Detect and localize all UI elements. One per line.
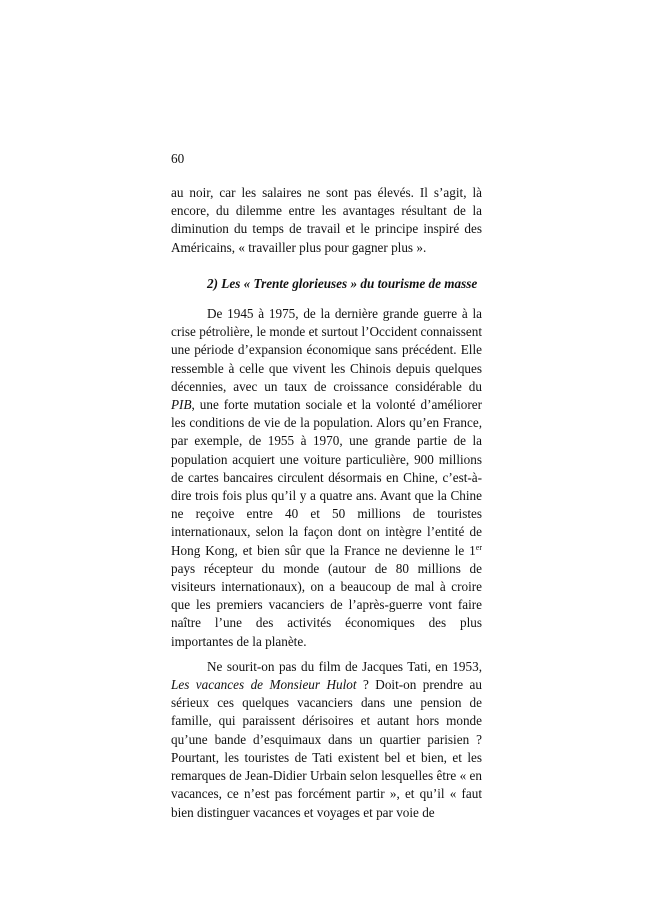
pib-term: PIB [171,397,192,413]
paragraph-continuation: au noir, car les salaires ne sont pas élevés. Il s’agit, là encore, du dilemme entre les avantages résultant de la diminution du temps de travail et le principe inspiré des Américains, « travailler plus pour gagner plus ». [171,185,482,255]
paragraph-text: pays récepteur du monde (autour de 80 millions de visiteurs internationaux), on a beaucoup de mal à croire que les premiers vacanciers de l’après-guerre vont faire naître l’une des activités économiques des plus importantes de la planète. [171,560,482,649]
page-number: 60 [171,151,185,166]
ordinal-superscript: er [475,542,482,552]
section-heading: 2) Les « Trente glorieuses » du tourisme de masse [207,275,478,291]
film-title: Les vacances de Monsieur Hulot [171,677,357,693]
paragraph-text: De 1945 à 1975, de la dernière grande guerre à la crise pétrolière, le monde et surtout l’Occident connaissent une période d’expansion économique sans précédent. Elle ressemble à celle que vivent les Chinois depuis quelques décennies, avec un taux de croissance considérable du [171,306,482,394]
paragraph-trente-glorieuses [171,305,482,651]
paragraph-tati [171,658,482,822]
paragraph-text: , une forte mutation sociale et la volonté d’améliorer les conditions de vie de la population. Alors qu’en France, par exemple, de 1955 à 1970, une grande partie de la population acquiert une voiture particulière, 900 millions de cartes bancaires circulent désormais en Chine, c’est-à-dire trois fois plus qu’il y a quatre ans. Avant que la Chine ne reçoive entre 40 et 50 millions de touristes internationaux, selon la façon dont on intègre l’entité de Hong Kong, et bien sûr que la France ne devienne le 1 [171,397,482,558]
paragraph-text: ? Doit-on prendre au sérieux ces quelques vacanciers dans une pension de famille, qui paraissent dérisoires et autant hors monde qu’une bande d’esquimaux dans un quartier parisien ? Pourtant, les touristes de Tati existent bel et bien, et les remarques de Jean-Didier Urbain selon lesquelles être « en vacances, ce n’est pas forcément partir », et qu’il « faut bien distinguer vacances et voyages et par voie de [171,677,482,820]
book-page [171,150,482,822]
paragraph-text: Ne sourit-on pas du film de Jacques Tati, en 1953, [207,658,482,674]
